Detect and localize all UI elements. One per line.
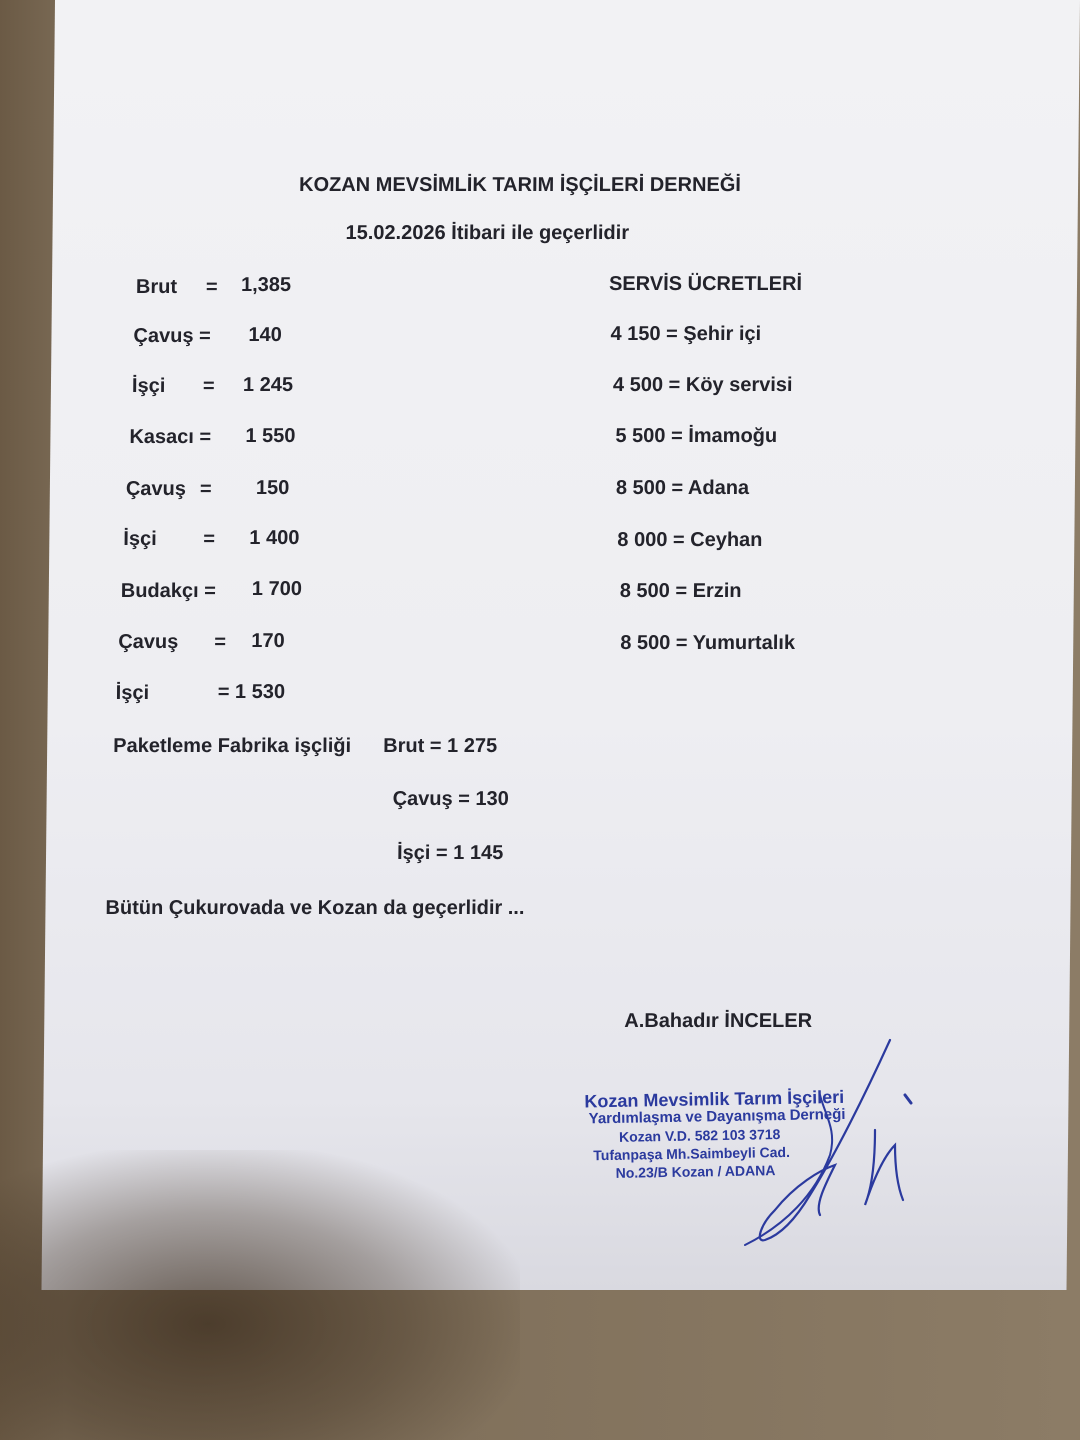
wage-label: İşçi [131, 375, 166, 397]
document-title: KOZAN MEVSİMLİK TARIM İŞÇİLERİ DERNEĞİ [298, 174, 742, 196]
wage-label: İşçi [115, 682, 150, 704]
wage-value: 170 [251, 630, 285, 652]
wage-value: 150 [255, 477, 290, 499]
wage-label: Brut [135, 276, 178, 298]
wage-label: Çavuş [118, 631, 179, 653]
service-heading: SERVİS ÜCRETLERİ [608, 273, 803, 295]
wage-eq: = [202, 375, 215, 397]
wage-value: 1 550 [245, 425, 296, 447]
wage-value: 1 700 [251, 578, 303, 600]
wage-value: 1 245 [242, 374, 294, 396]
stamp-line: Tufanpaşa Mh.Saimbeyli Cad. [593, 1143, 791, 1164]
wage-value: 140 [248, 324, 282, 346]
service-item: 8 500 = Yumurtalık [620, 632, 796, 654]
wage-label: Kasacı = [129, 426, 212, 448]
service-item: 4 150 = Şehir içi [610, 323, 762, 345]
wage-eq: = [205, 276, 218, 298]
signatory-name: A.Bahadır İNCELER [624, 1010, 813, 1032]
service-item: 4 500 = Köy servisi [612, 374, 793, 396]
stamp-line: Kozan V.D. 582 103 3718 [618, 1126, 781, 1145]
wage-eq: = [203, 528, 216, 550]
document-subtitle: 15.02.2026 İtibari ile geçerlidir [345, 222, 630, 244]
wage-value: 1,385 [240, 274, 292, 296]
stamp-line: Kozan Mevsimlik Tarım İşçileri [584, 1086, 845, 1112]
wage-eq: = [199, 478, 212, 500]
wage-value: 1 400 [249, 527, 300, 549]
service-item: 8 000 = Ceyhan [617, 529, 763, 551]
packaging-cavus: Çavuş = 130 [392, 788, 509, 810]
stamp-line: No.23/B Kozan / ADANA [615, 1162, 776, 1181]
wage-label: İşçi [123, 528, 157, 550]
wage-eq: = [214, 631, 227, 653]
service-item: 5 500 = İmamoğu [615, 425, 778, 447]
service-item: 8 500 = Erzin [619, 580, 742, 602]
footer-note: Bütün Çukurovada ve Kozan da geçerlidir ... [105, 897, 525, 919]
service-item: 8 500 = Adana [615, 477, 750, 499]
stamp-line: Yardımlaşma ve Dayanışma Derneği [588, 1105, 846, 1128]
packaging-brut: Brut = 1 275 [383, 735, 498, 757]
wage-label: Çavuş = [133, 325, 211, 347]
packaging-label: Paketleme Fabrika işçliği [113, 735, 352, 757]
packaging-isci: İşçi = 1 145 [396, 842, 504, 864]
wage-label: Budakçı = [120, 580, 216, 602]
wage-label: Çavuş [125, 478, 187, 500]
wage-value: = 1 530 [217, 681, 286, 703]
handwritten-signature [725, 1035, 925, 1250]
